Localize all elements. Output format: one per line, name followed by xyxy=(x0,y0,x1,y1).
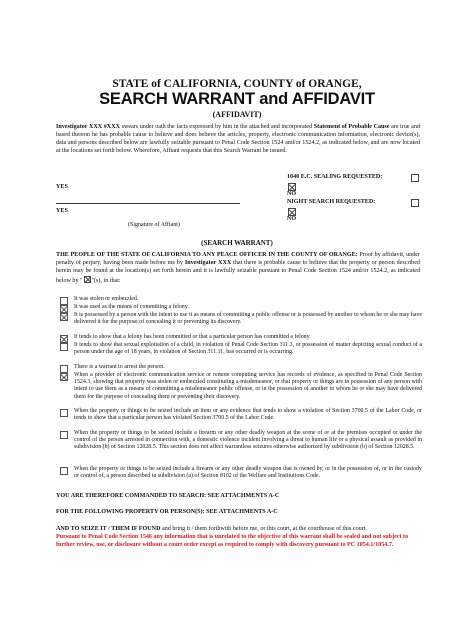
people-text-2: that there is probable cause to believe that the property or person described herein may be found at the location(s) set forth herein and it is lawfully seizable pursuant to Penal Code Section 1524 and/or 1524.2, as indicated below by " xyxy=(56,259,420,284)
night-yes-label: YES xyxy=(56,208,68,214)
night-search-label: NIGHT SEARCH REQUESTED: xyxy=(287,199,376,205)
sealing-notice: Pursuant to Penal Code Section 1546 any information that is unrelated to the objective of this warrant shall be sealed and not subject to further review, use, or disclosure without a court order except as required to comply with discovery pursuant to PC 1054.1/1054.7. xyxy=(56,534,409,548)
ground-checkbox[interactable] xyxy=(60,305,68,313)
signature-caption: (Signature of Affiant) xyxy=(128,222,180,228)
ground-checkbox[interactable] xyxy=(60,313,68,321)
search-warrant-heading: (SEARCH WARRANT) xyxy=(201,239,273,247)
night-no-checkbox[interactable] xyxy=(288,208,296,216)
ground-checkbox[interactable] xyxy=(60,431,68,439)
people-paragraph xyxy=(56,252,420,286)
intro-text-2: are true and based thereon he has probable cause to believe and does believe the articles, property, electronic communication information, electronic device(s), data and persons described below are lawfully seizable pursuant to Penal Code Section 1524 and/or 1524.2, as indicated below, and are now located at the locations set forth below. Wherefore, Affiant requests that this Search Warrant be issued. xyxy=(56,124,420,154)
ground-text: When the property or things to be seized include a firearm or any other deadly weapon at the scene of or at the premises occupied or under the control of the person arrested in connection with, a domestic violence incident involving a threat to human life or a physical assault as provided in subdivision (b) of Section 12028.5. This section does not affect warrantless seizures otherwise authorized by subdivision (b) of Section 12028.5. xyxy=(74,430,422,451)
night-no-label: NO xyxy=(287,216,297,222)
ground-text: When a provider of electronic communication service or remote computing service has records of evidence, as specified in Penal Code Section 1524.3, showing that property was stolen or embezzled constituting a misdemeanor, or that property or things are in possession of any person with intent to use them as a means of committing a misdemeanor public offense, or in the possession of another to whom he or she may have delivered them for the purpose of concealing them or preventing their discovery. xyxy=(74,372,422,400)
inline-check-icon xyxy=(84,276,91,283)
people-heading: THE PEOPLE OF THE STATE OF CALIFORNIA TO ANY PEACE OFFICER IN THE COUNTY OF ORANGE: xyxy=(56,252,358,258)
signature-line[interactable] xyxy=(56,203,240,204)
ground-checkbox[interactable] xyxy=(60,335,68,343)
probable-cause-ref: Statement of Probable Cause xyxy=(313,124,390,130)
ground-checkbox[interactable] xyxy=(60,409,68,417)
ground-text: It was used as the means of committing a felony. xyxy=(74,304,189,310)
ground-checkbox[interactable] xyxy=(60,365,68,373)
document-title: SEARCH WARRANT and AFFIDAVIT xyxy=(99,90,375,108)
ground-checkbox[interactable] xyxy=(60,297,68,305)
sealing-yes-checkbox[interactable] xyxy=(411,174,419,182)
sealing-request-label: 1040 E.C. SEALING REQUESTED: xyxy=(287,174,383,180)
night-yes-checkbox[interactable] xyxy=(411,199,419,207)
intro-text-1: swears under oath the facts expressed by him in the attached and incorporated xyxy=(120,124,314,130)
ground-checkbox[interactable] xyxy=(60,373,68,381)
sealing-no-checkbox[interactable] xyxy=(288,183,296,191)
people-text-3: "(s), in that: xyxy=(91,277,121,284)
ground-checkbox[interactable] xyxy=(60,467,68,475)
ground-text: It was stolen or embezzled. xyxy=(74,296,139,302)
affidavit-subheading: (AFFIDAVIT) xyxy=(212,110,262,119)
state-county-heading: STATE of CALIFORNIA, COUNTY of ORANGE, xyxy=(112,78,362,90)
ground-text: It is possessed by a person with the intent to use it as means of committing a public offense or is possessed by another to whom he or she may have delivered it for the purpose of concealing it or preventing its discovery. xyxy=(74,312,422,326)
command-search: YOU ARE THEREFORE COMMANDED TO SEARCH: SEE ATTACHMENTS A-C xyxy=(56,493,280,499)
ground-text: When the property or things to be seized include an item or any evidence that tends to show a violation of Section 3700.5 of the Labor Code, or tends to show that a particular person has violated Section 3700.5 of the Labor Code. xyxy=(74,408,422,422)
people-investigator: Investigator XXX xyxy=(184,259,232,266)
ground-text: It tends to show that sexual exploitation of a child, in violation of Penal Code Section 311.3, or possession of matter depicting sexual conduct of a person under the age of 18 years, in violation of Section 311.11, has occurred or is occurring. xyxy=(74,342,422,356)
ground-text: It tends to show that a felony has been committed or that a particular person has committed a felony. xyxy=(74,334,311,340)
seize-heading: AND TO SEIZE IT / THEM IF FOUND xyxy=(56,526,161,532)
ground-text: There is a warrant to arrest the person. xyxy=(74,364,165,370)
seize-text: and bring it / them forthwith before me, or this court, at the courthouse of this court. xyxy=(160,526,367,532)
investigator-name: Investigator XXX #XXX xyxy=(56,124,120,130)
command-property: FOR THE FOLLOWING PROPERTY OR PERSON(S): SEE ATTACHMENTS A-C xyxy=(56,509,278,515)
sealing-yes-label: YES xyxy=(56,184,68,190)
ground-checkbox[interactable] xyxy=(60,343,68,351)
ground-text: When the property or things to be seized include a firearm or any other deadly weapon that is owned by, or in the possession of, or in the custody or control of, a person described in subdivision (a) of Section 8102 of the Welfare and Institutions Code. xyxy=(74,466,422,480)
sealing-no-label: NO xyxy=(287,191,297,197)
command-seize xyxy=(56,526,422,534)
people-text-1: Proof by affidavit, under penalty of perjury, having been made before me by xyxy=(56,252,420,266)
affidavit-paragraph xyxy=(56,124,420,156)
